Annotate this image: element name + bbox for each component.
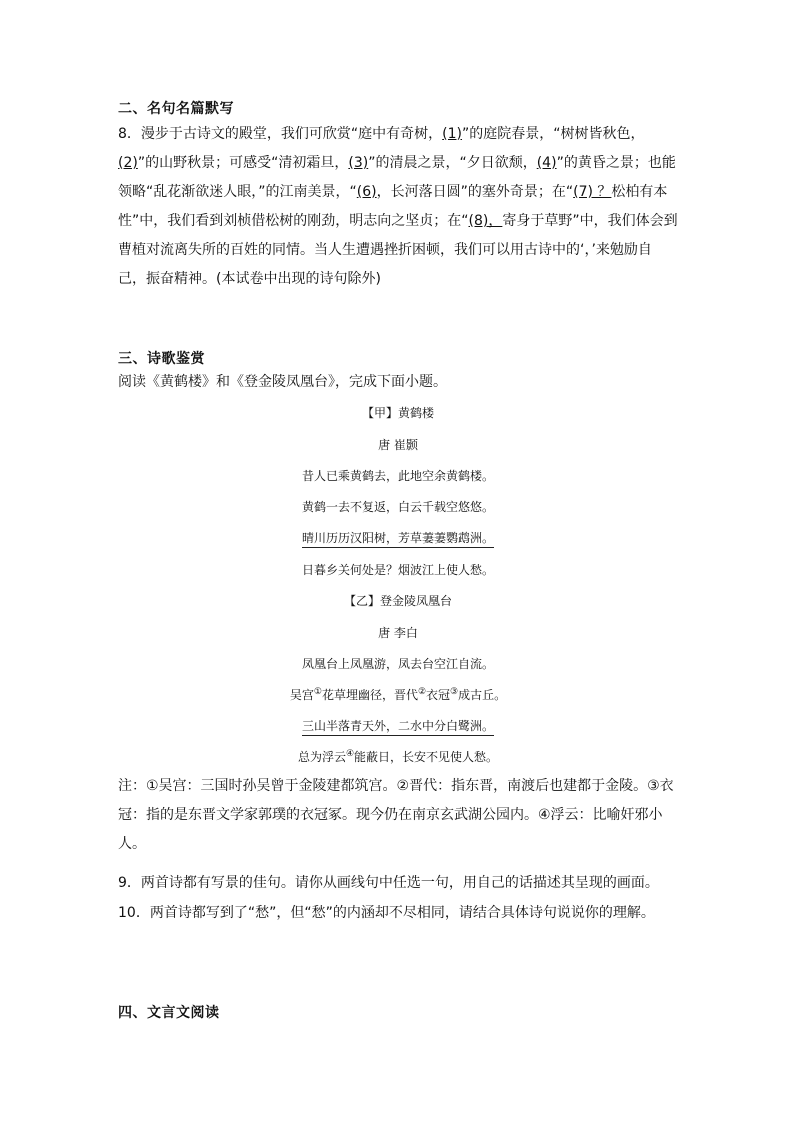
- note-marker-3: ③: [450, 687, 459, 697]
- poem1-line: [118, 467, 678, 484]
- poem2-author: 唐 李白: [378, 626, 418, 640]
- q8-text: 寄身于草野”中，我们体会到曹植对流离失所的百姓的同情。当人生遭遇挫折困顿，我们可以用古诗中的‘，’来勉励自己，振奋精神。(本试卷中出现的诗句除外): [118, 213, 678, 287]
- question-9: 9．两首诗都有写景的佳句。请你从画线句中任选一句，用自己的话描述其呈现的画面。: [118, 875, 659, 891]
- poem1-line: [118, 561, 678, 578]
- q8-text: ”的清晨之景，“夕日欲颓，: [368, 155, 537, 171]
- poem1-author: 唐 崔颢: [378, 438, 418, 452]
- poem-fragment: 总为浮云: [297, 750, 346, 764]
- q8-text: 松柏有本性”中，我们看到刘桢借松树的刚劲，明志向之坚贞；在“: [118, 184, 668, 229]
- question-10: 10．两首诗都写到了“愁”，但“愁”的内涵却不尽相同，请结合具体诗句说说你的理解。: [118, 905, 655, 921]
- q8-text: ，长河落日圆”的塞外奇景；在“: [376, 184, 574, 200]
- q8-text: ”的庭院春景，“树树皆秋色，: [462, 126, 645, 142]
- poem-fragment: 吴宫: [289, 688, 314, 702]
- poem2-line: [118, 748, 678, 765]
- q8-text: ”的江南美景，“: [258, 184, 357, 200]
- poem-line-text: 昔人已乘黄鹤去，此地空余黄鹤楼。: [301, 469, 494, 483]
- note-marker-2: ②: [417, 687, 427, 697]
- poem-fragment: 衣冠: [426, 688, 451, 702]
- section-heading-4: 四、文言文阅读: [118, 1005, 220, 1021]
- blank-4: (4): [536, 155, 557, 171]
- poem-line-text: 凤凰台上凤凰游，凤去台空江自流。: [301, 657, 494, 671]
- poem-fragment: 能蔽日，长安不见使人愁。: [354, 750, 499, 764]
- section-heading-3: 三、诗歌鉴赏: [118, 351, 205, 367]
- poem-line-text: 晴川历历汉阳树，芳草萋萋鹦鹉洲。: [302, 529, 494, 548]
- poem1-title: 【甲】黄鹤楼: [361, 406, 434, 420]
- poem-fragment: 成古丘。: [458, 688, 507, 702]
- poem-line-text: [290, 686, 506, 703]
- section-3-intro: 阅读《黄鹤楼》和《登金陵凤凰台》，完成下面小题。: [118, 374, 447, 390]
- blank-7: (7) ？: [573, 184, 612, 200]
- q8-text: ”的山野秋景；可感受“清初霜旦，: [137, 155, 349, 171]
- poem-line-text: 黄鹤一去不复返，白云千载空悠悠。: [301, 500, 494, 514]
- poem-line-text: 日暮乡关何处是？烟波江上使人愁。: [301, 563, 494, 577]
- blank-2: (2): [118, 155, 138, 171]
- blank-8: (8)，: [468, 213, 503, 229]
- question-8: [118, 120, 678, 294]
- blank-1: (1): [442, 126, 463, 142]
- poem-line-text: [298, 748, 498, 765]
- poem2-line: [118, 655, 678, 672]
- q8-text: ”的黄昏之景；也能领略“乱花渐欲迷人眼，: [118, 155, 676, 200]
- blank-6: (6): [356, 184, 377, 200]
- poem-fragment: 花草埋幽径，晋代: [321, 688, 418, 702]
- note-marker-1: ①: [313, 687, 322, 697]
- poem1-line: [118, 498, 678, 515]
- poem-notes: 注：①吴宫：三国时孙吴曾于金陵建都筑宫。②晋代：指东晋，南渡后也建都于金陵。③衣冠：指的是东晋文学家郭璞的衣冠冢。现今仍在南京玄武湖公园内。④浮云：比喻奸邪小人。: [118, 778, 674, 852]
- poem2-line: [118, 686, 678, 703]
- section-heading-2: 二、名句名篇默写: [118, 101, 234, 117]
- poem-line-text: 三山半落青天外，二水中分白鹭洲。: [302, 717, 494, 736]
- blank-3: (3): [348, 155, 369, 171]
- poem2-line-underlined: [118, 717, 678, 736]
- poem2-title: 【乙】登金陵凤凰台: [343, 594, 452, 608]
- q8-text: 8．漫步于古诗文的殿堂，我们可欣赏“庭中有奇树，: [118, 126, 443, 142]
- poem1-line-underlined: [118, 529, 678, 548]
- note-marker-4: ④: [345, 749, 355, 759]
